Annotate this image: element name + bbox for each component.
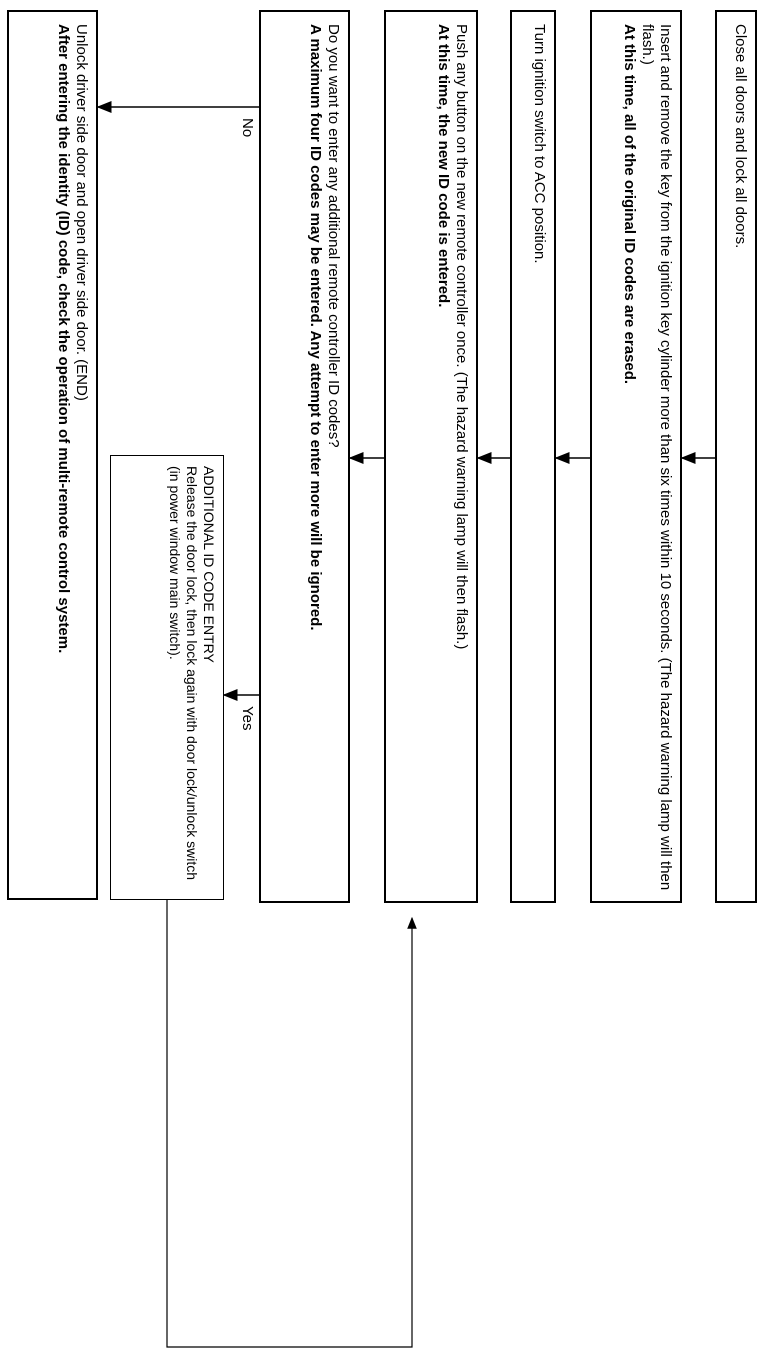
loop-back-line <box>167 900 412 1347</box>
step-additional-id-entry-title: ADDITIONAL ID CODE ENTRY <box>201 466 217 663</box>
step-unlock-driver-door-note: After entering the identity (ID) code, check the operation of multi-remote control system. <box>55 24 72 654</box>
step-ignition-acc-text: Turn ignition switch to ACC position. <box>531 24 548 264</box>
step-additional-id-entry <box>110 455 224 900</box>
step-unlock-driver-door <box>7 10 98 900</box>
step-push-button <box>384 10 478 903</box>
step-ignition-acc <box>510 10 556 903</box>
step-additional-question-note: A maximum four ID codes may be entered. Any attempt to enter more will be ignored. <box>307 24 324 631</box>
branch-no-label: No <box>239 118 256 138</box>
step-insert-remove-key-note: At this time, all of the original ID codes are erased. <box>621 24 638 385</box>
step-additional-id-entry-text: Release the door lock, then lock again with door lock/unlock switch (in power window main switch). <box>167 466 200 880</box>
step-additional-question <box>259 10 350 903</box>
step-unlock-driver-door-text: Unlock driver side door and open driver side door. (END) <box>73 24 90 401</box>
step-insert-remove-key <box>590 10 682 903</box>
step-close-all-doors <box>715 10 757 903</box>
step-additional-question-text: Do you want to enter any additional remote controller ID codes? <box>325 24 342 448</box>
step-push-button-text: Push any button on the new remote controller once. (The hazard warning lamp will then flash.) <box>453 24 470 650</box>
step-insert-remove-key-text: Insert and remove the key from the ignition key cylinder more than six times within 10 seconds. (The hazard warning lamp will then flash.) <box>639 24 674 891</box>
step-push-button-note: At this time, the new ID code is entered. <box>435 24 452 308</box>
branch-yes-label: Yes <box>239 706 256 731</box>
step-close-all-doors-text: Close all doors and lock all doors. <box>732 24 749 249</box>
